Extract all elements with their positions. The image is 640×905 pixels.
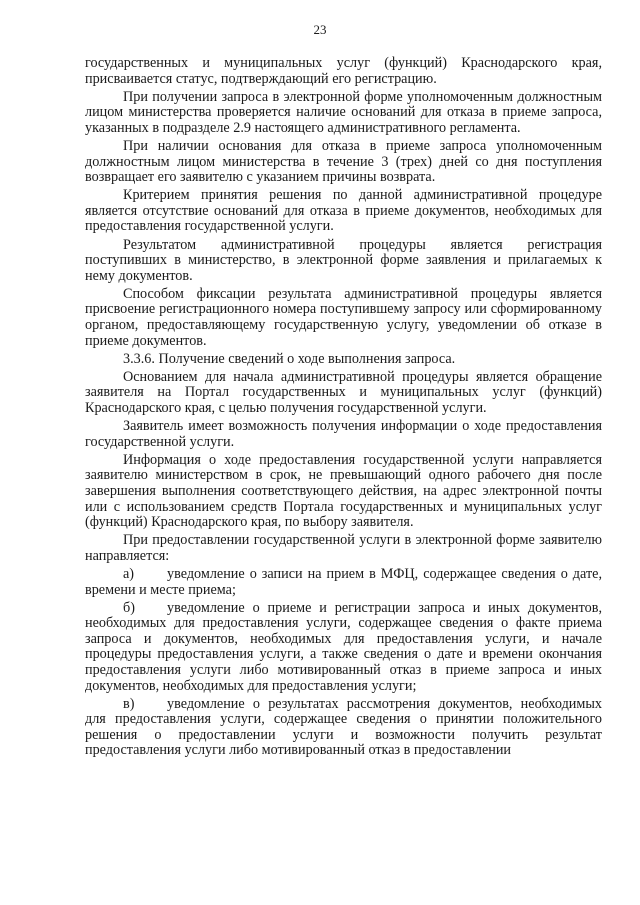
paragraph: Способом фиксации результата административной процедуры является присвоение регистрационного номера поступившему запросу или сформированному органом, предоставляющему государственную услугу, уведомлении об отказе в приеме документов.	[85, 285, 602, 349]
page-number: 23	[313, 22, 327, 37]
list-item	[85, 601, 602, 695]
list-item	[85, 697, 602, 759]
list-item-text: уведомление о записи на прием в МФЦ, содержащее сведения о дате, времени и месте приема;	[85, 565, 602, 598]
document-body	[85, 56, 602, 762]
list-item-text: уведомление о результатах рассмотрения документов, необходимых для предоставления услуги, содержащее сведения о принятии положительного решения о предоставлении услуги и возможности получить результат предоставления услуги либо мотивированный отказ в предоставлении	[85, 695, 602, 759]
paragraph: При получении запроса в электронной форме уполномоченным должностным лицом министерства проверяется наличие оснований для отказа в приеме запроса, указанных в подразделе 2.9 настоящего административного регламента.	[85, 88, 602, 136]
paragraph: Результатом административной процедуры является регистрация поступивших в министерство, в электронной форме заявления и прилагаемых к нему документов.	[85, 236, 602, 284]
paragraph: Основанием для начала административной процедуры является обращение заявителя на Портал государственных и муниципальных услуг (функций) Краснодарского края, с целью получения государственной услуги.	[85, 368, 602, 416]
paragraph: Заявитель имеет возможность получения информации о ходе предоставления государственной услуги.	[85, 418, 602, 450]
list-item-text: уведомление о приеме и регистрации запроса и иных документов, необходимых для предоставления услуги, содержащее сведения о факте приема запроса и документов, необходимых для предоставления услуги, и начале процедуры предоставления услуги, а также сведения о дате и времени окончания предоставления услуги либо мотивированный отказ в приеме запроса и иных документов, необходимых для предоставления услуги;	[85, 599, 602, 694]
section-heading: 3.3.6. Получение сведений о ходе выполнения запроса.	[123, 350, 456, 367]
list-item-letter: в)	[123, 695, 135, 712]
list-item-letter: а)	[123, 565, 135, 582]
paragraph: При наличии основания для отказа в приеме запроса уполномоченным должностным лицом министерства в течение 3 (трех) дней со дня поступления возвращает его заявителю с указанием причины возврата.	[85, 137, 602, 186]
list-item-letter: б)	[123, 599, 135, 616]
paragraph: Информация о ходе предоставления государственной услуги направляется заявителю министерством в срок, не превышающий одного рабочего дня после завершения выполнения соответствующего действия, на адрес электронной почты или с использованием средств Портала государственных и муниципальных услуг (функций) Краснодарского края, по выбору заявителя.	[85, 451, 602, 531]
paragraph: При предоставлении государственной услуги в электронной форме заявителю направляется:	[85, 532, 602, 564]
list-item	[85, 567, 602, 598]
paragraph: государственных и муниципальных услуг (функций) Краснодарского края, присваивается статус, подтверждающий его регистрацию.	[85, 55, 602, 87]
paragraph: Критерием принятия решения по данной административной процедуре является отсутствие оснований для отказа в приеме документов, необходимых для предоставления государственной услуги.	[85, 187, 602, 235]
